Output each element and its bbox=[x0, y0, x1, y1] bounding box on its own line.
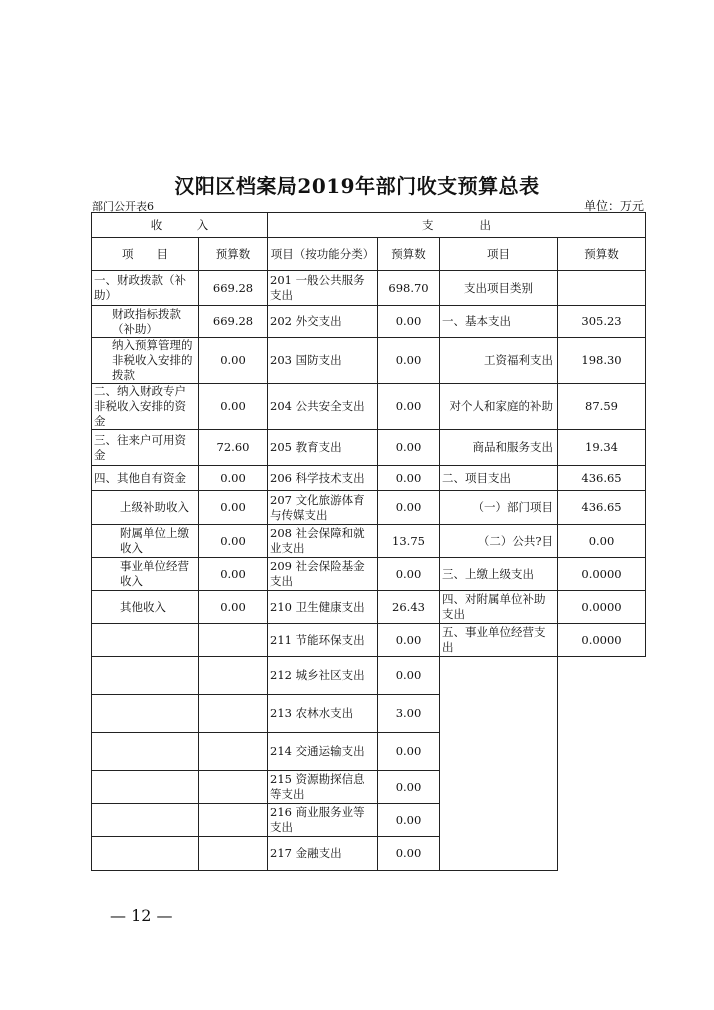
function-item-cell: 208 社会保障和就业支出 bbox=[268, 525, 378, 558]
function-value-cell: 0.00 bbox=[378, 733, 440, 771]
table-row bbox=[92, 466, 646, 491]
function-value-cell: 0.00 bbox=[378, 624, 440, 657]
function-item-cell: 204 公共安全支出 bbox=[268, 384, 378, 430]
col-budget: 预算数 bbox=[199, 238, 268, 271]
income-item-cell bbox=[92, 804, 199, 837]
category-item-cell: 三、上缴上级支出 bbox=[440, 558, 558, 591]
table-row bbox=[92, 384, 646, 430]
function-item-cell: 214 交通运输支出 bbox=[268, 733, 378, 771]
income-value-cell: 0.00 bbox=[199, 338, 268, 384]
category-item-cell: 一、基本支出 bbox=[440, 306, 558, 338]
income-value-cell: 72.60 bbox=[199, 430, 268, 466]
category-value-cell bbox=[558, 271, 646, 306]
col-item2: 项目 bbox=[440, 238, 558, 271]
function-value-cell: 0.00 bbox=[378, 306, 440, 338]
income-item-cell bbox=[92, 733, 199, 771]
page-title: 汉阳区档案局2019年部门收支预算总表 bbox=[174, 174, 540, 198]
table-row bbox=[92, 306, 646, 338]
income-value-cell bbox=[199, 657, 268, 695]
category-item-cell: 五、事业单位经营支出 bbox=[440, 624, 558, 657]
function-item-cell: 210 卫生健康支出 bbox=[268, 591, 378, 624]
function-value-cell: 26.43 bbox=[378, 591, 440, 624]
category-value-cell: 19.34 bbox=[558, 430, 646, 466]
income-item-cell bbox=[92, 624, 199, 657]
function-value-cell: 0.00 bbox=[378, 491, 440, 525]
table-row bbox=[92, 624, 646, 657]
expense-header: 支 出 bbox=[268, 213, 646, 238]
table-row bbox=[92, 430, 646, 466]
table-row bbox=[92, 338, 646, 384]
function-value-cell: 0.00 bbox=[378, 558, 440, 591]
function-item-cell: 211 节能环保支出 bbox=[268, 624, 378, 657]
table-row bbox=[92, 558, 646, 591]
income-item-cell: 财政指标拨款（补助） bbox=[92, 306, 199, 338]
income-value-cell bbox=[199, 624, 268, 657]
category-value-cell: 198.30 bbox=[558, 338, 646, 384]
col-item: 项 目 bbox=[92, 238, 199, 271]
income-value-cell bbox=[199, 771, 268, 804]
category-item-cell: 工资福利支出 bbox=[440, 338, 558, 384]
function-item-cell: 215 资源勘探信息等支出 bbox=[268, 771, 378, 804]
category-value-cell: 436.65 bbox=[558, 466, 646, 491]
col-budget3: 预算数 bbox=[558, 238, 646, 271]
income-value-cell: 0.00 bbox=[199, 591, 268, 624]
function-item-cell: 205 教育支出 bbox=[268, 430, 378, 466]
income-value-cell: 669.28 bbox=[199, 271, 268, 306]
category-value-cell: 0.0000 bbox=[558, 624, 646, 657]
income-item-cell: 事业单位经营收入 bbox=[92, 558, 199, 591]
income-item-cell: 纳入预算管理的非税收入安排的拨款 bbox=[92, 338, 199, 384]
category-value-cell: 0.00 bbox=[558, 525, 646, 558]
income-value-cell: 0.00 bbox=[199, 384, 268, 430]
category-item-cell: 商品和服务支出 bbox=[440, 430, 558, 466]
income-item-cell bbox=[92, 771, 199, 804]
category-value-cell: 436.65 bbox=[558, 491, 646, 525]
income-item-cell bbox=[92, 695, 199, 733]
income-item-cell bbox=[92, 837, 199, 871]
income-item-cell: 三、往来户可用资金 bbox=[92, 430, 199, 466]
function-value-cell: 0.00 bbox=[378, 430, 440, 466]
function-value-cell: 13.75 bbox=[378, 525, 440, 558]
table-row bbox=[92, 271, 646, 306]
income-item-cell: 上级补助收入 bbox=[92, 491, 199, 525]
function-item-cell: 217 金融支出 bbox=[268, 837, 378, 871]
income-value-cell: 0.00 bbox=[199, 525, 268, 558]
function-item-cell: 201 一般公共服务支出 bbox=[268, 271, 378, 306]
income-value-cell: 669.28 bbox=[199, 306, 268, 338]
unit-label: 单位：万元 bbox=[583, 199, 644, 213]
function-value-cell: 0.00 bbox=[378, 338, 440, 384]
function-item-cell: 203 国防支出 bbox=[268, 338, 378, 384]
function-value-cell: 0.00 bbox=[378, 837, 440, 871]
table-row bbox=[92, 491, 646, 525]
empty-category-cell bbox=[440, 657, 558, 871]
income-value-cell: 0.00 bbox=[199, 558, 268, 591]
function-value-cell: 0.00 bbox=[378, 466, 440, 491]
function-value-cell: 0.00 bbox=[378, 384, 440, 430]
category-item-cell: 二、项目支出 bbox=[440, 466, 558, 491]
function-value-cell: 698.70 bbox=[378, 271, 440, 306]
function-item-cell: 206 科学技术支出 bbox=[268, 466, 378, 491]
table-row bbox=[92, 657, 646, 695]
table-row bbox=[92, 591, 646, 624]
income-value-cell bbox=[199, 695, 268, 733]
category-value-cell: 0.0000 bbox=[558, 591, 646, 624]
income-header: 收 入 bbox=[92, 213, 268, 238]
income-value-cell: 0.00 bbox=[199, 491, 268, 525]
function-value-cell: 0.00 bbox=[378, 771, 440, 804]
col-budget2: 预算数 bbox=[378, 238, 440, 271]
category-value-cell: 305.23 bbox=[558, 306, 646, 338]
category-value-cell: 87.59 bbox=[558, 384, 646, 430]
function-value-cell: 0.00 bbox=[378, 804, 440, 837]
category-value-cell: 0.0000 bbox=[558, 558, 646, 591]
income-value-cell bbox=[199, 733, 268, 771]
empty-category-value-cell bbox=[558, 657, 646, 871]
income-value-cell bbox=[199, 837, 268, 871]
function-value-cell: 3.00 bbox=[378, 695, 440, 733]
function-value-cell: 0.00 bbox=[378, 657, 440, 695]
category-item-cell: （二）公共?目 bbox=[440, 525, 558, 558]
function-item-cell: 216 商业服务业等支出 bbox=[268, 804, 378, 837]
function-item-cell: 212 城乡社区支出 bbox=[268, 657, 378, 695]
function-item-cell: 209 社会保险基金支出 bbox=[268, 558, 378, 591]
function-item-cell: 213 农林水支出 bbox=[268, 695, 378, 733]
category-item-cell: 对个人和家庭的补助 bbox=[440, 384, 558, 430]
income-item-cell: 其他收入 bbox=[92, 591, 199, 624]
category-item-cell: 四、对附属单位补助支出 bbox=[440, 591, 558, 624]
function-item-cell: 207 文化旅游体育与传媒支出 bbox=[268, 491, 378, 525]
income-item-cell: 二、纳入财政专户非税收入安排的资金 bbox=[92, 384, 199, 430]
category-item-cell: （一）部门项目 bbox=[440, 491, 558, 525]
page-number: — 12 — bbox=[110, 906, 173, 925]
income-item-cell: 一、财政拨款（补助） bbox=[92, 271, 199, 306]
income-item-cell: 附属单位上缴收入 bbox=[92, 525, 199, 558]
table-code: 部门公开表6 bbox=[92, 200, 154, 213]
category-item-cell: 支出项目类别 bbox=[440, 271, 558, 306]
income-item-cell: 四、其他自有资金 bbox=[92, 466, 199, 491]
income-value-cell: 0.00 bbox=[199, 466, 268, 491]
table-row bbox=[92, 525, 646, 558]
col-func-item: 项目（按功能分类） bbox=[268, 238, 378, 271]
function-item-cell: 202 外交支出 bbox=[268, 306, 378, 338]
budget-table bbox=[91, 212, 646, 871]
income-value-cell bbox=[199, 804, 268, 837]
income-item-cell bbox=[92, 657, 199, 695]
